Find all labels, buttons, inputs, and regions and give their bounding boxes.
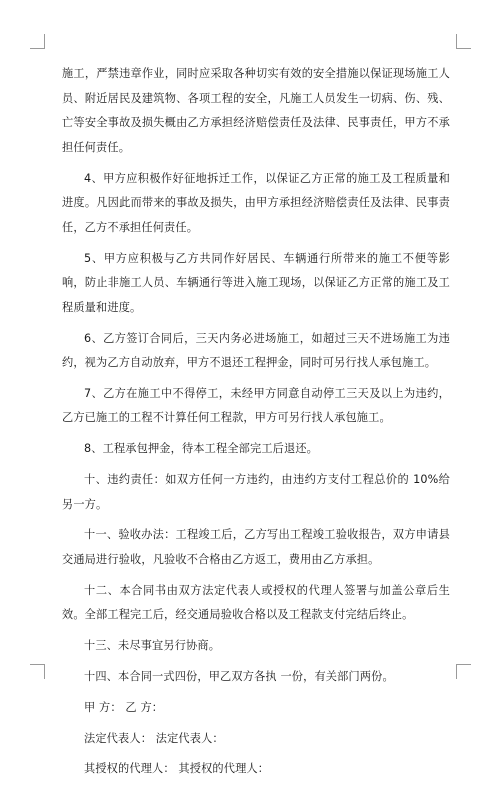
contract-body — [62, 62, 450, 788]
section-11-acceptance: 十一、验收办法：工程竣工后，乙方写出工程竣工验收报告，双方申请县交通局进行验收，凡验收不合格由乙方返工，费用由乙方承担。 — [62, 528, 450, 566]
section-10-breach: 十、违约责任：如双方任何一方违约，由违约方支付工程总价的 10%给另一方。 — [62, 473, 450, 511]
signature-party-names: 甲 方： 乙 方： — [84, 700, 164, 714]
paragraph-safety-continuation: 施工，严禁违章作业，同时应采取各种切实有效的安全措施以保证现场施工人员、附近居民及建筑物、各项工程的安全，凡施工人员发生一切病、伤、残、亡等安全事故及损失概由乙方承担经济赔偿责任及法律、民事责任，甲方不承担任何责任。 — [62, 67, 450, 154]
clause-6: 6、乙方签订合同后，三天内务必进场施工，如超过三天不进场施工为违约，视为乙方自动放弃，甲方不退还工程押金，同时可另行找人承包施工。 — [62, 331, 450, 370]
crop-mark-top-right — [456, 34, 471, 49]
signature-authorized-agents: 其授权的代理人： 其授权的代理人： — [84, 762, 270, 776]
clause-7: 7、乙方在施工中不得停工，未经甲方同意自动停工三天及以上为违约，乙方已施工的工程不计算任何工程款，甲方可另行找人承包施工。 — [62, 386, 450, 425]
clause-8: 8、工程承包押金，待本工程全部完工后退还。 — [84, 442, 319, 456]
clause-5: 5、甲方应积极与乙方共同作好居民、车辆通行所带来的施工不便等影响，防止非施工人员、车辆通行等进入施工现场，以保证乙方正常的施工及工程质量和进度。 — [62, 251, 450, 314]
section-12-effectiveness: 十二、本合同书由双方法定代表人或授权的代理人签署与加盖公章后生效。全部工程完工后，经交通局验收合格以及工程款支付完结后终止。 — [62, 583, 450, 622]
crop-mark-bottom-right — [456, 664, 471, 679]
section-14-copies: 十四、本合同一式四份，甲乙双方各执 一份，有关部门两份。 — [84, 669, 394, 683]
clause-4: 4、甲方应积极作好征地拆迁工作，以保证乙方正常的施工及工程质量和进度。凡因此而带来的事故及损失，由甲方承担经济赔偿责任及法律、民事责任，乙方不承担任何责任。 — [62, 171, 450, 234]
crop-mark-top-left — [30, 34, 45, 49]
section-13-other-matters: 十三、未尽事宜另行协商。 — [84, 639, 221, 653]
crop-mark-bottom-left — [30, 664, 45, 679]
signature-legal-representatives: 法定代表人： 法定代表人： — [84, 731, 224, 745]
